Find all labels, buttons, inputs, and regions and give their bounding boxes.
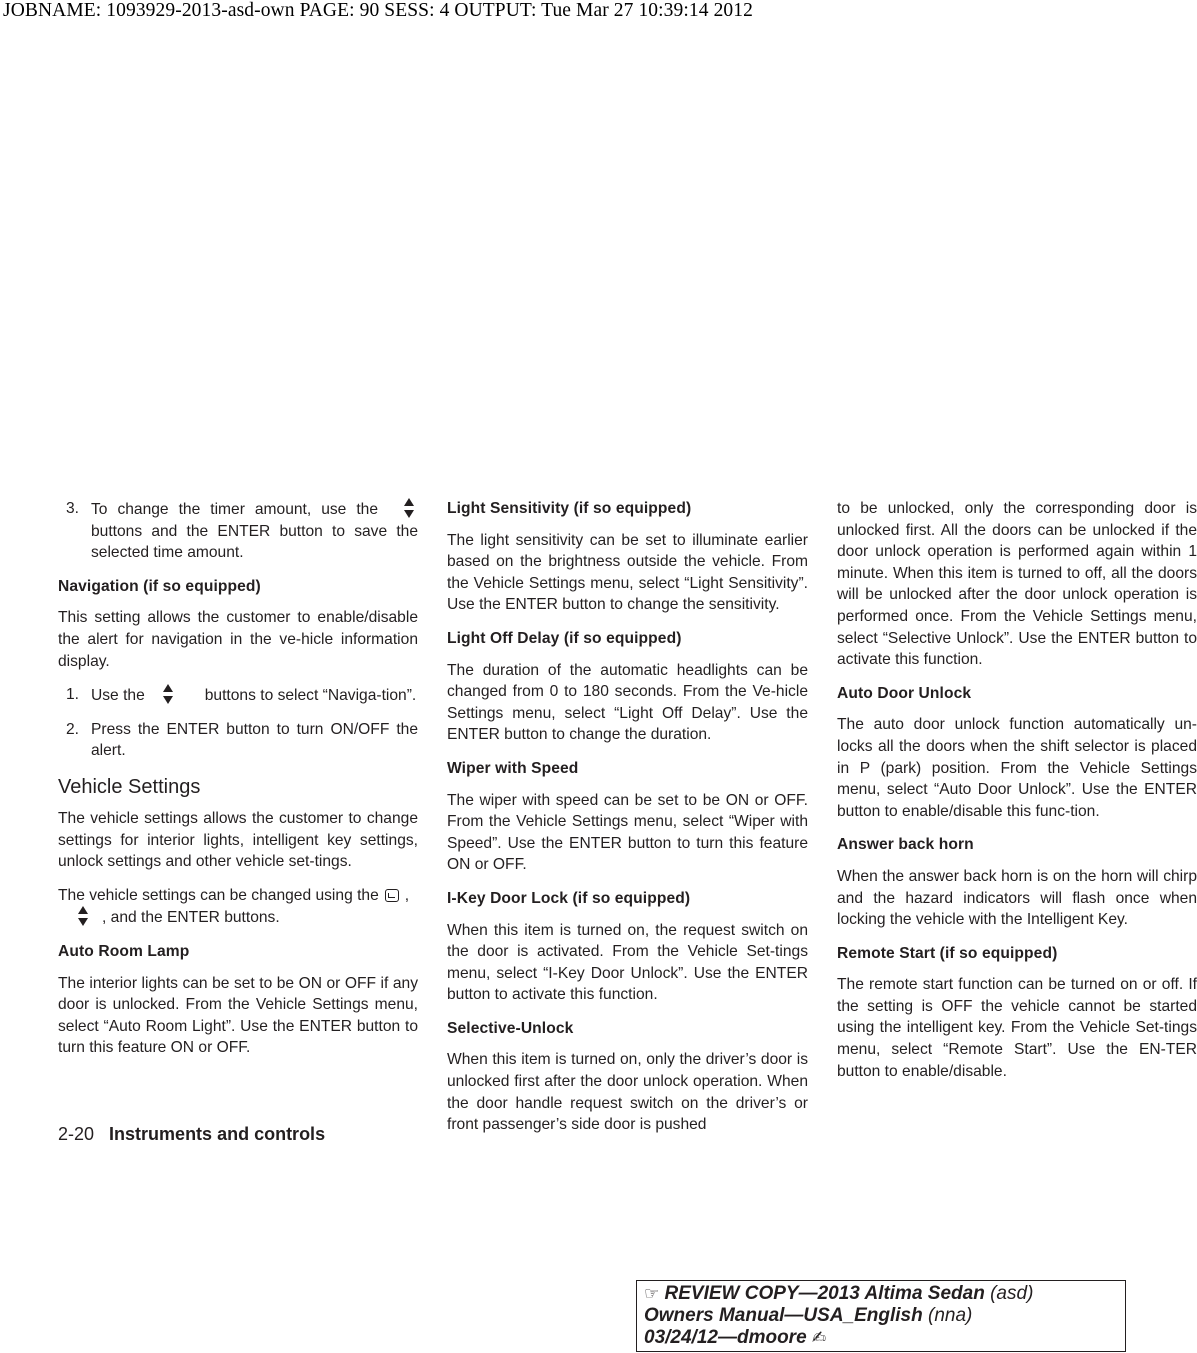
i-key-door-lock-heading: I-Key Door Lock (if so equipped) [447,889,691,907]
step-text: To change the timer amount, use the [91,501,378,518]
text-run: , and the ENTER buttons. [102,909,280,927]
selective-unlock-continued-text: to be unlocked, only the corresponding door is unlocked first. All the doors can be unlocked if the door unlock operation is performed again within 1 minute. When this item is turned to off, all the doors will be unlocked after the door unlock operation is performed once. From the Vehicle Settings menu, select “Selective Unlock”. Use the ENTER button to activate this function. [837,500,1197,669]
remote-start-heading: Remote Start (if so equipped) [837,944,1058,962]
vehicle-settings-buttons-text [58,885,418,929]
light-sensitivity-text: The light sensitivity can be set to illuminate earlier based on the brightness outside the vehicle. From the Vehicle Settings menu, select “Light Sensitivity”. Use the ENTER button to change the sensitivity. [447,531,808,614]
column-1 [58,498,418,1071]
light-off-delay-text: The duration of the automatic headlights can be changed from 0 to 180 seconds. From the Ve-hicle Settings menu, select “Light Off Delay”. Use the ENTER button to change the duration. [447,661,808,744]
step-2 [58,719,418,762]
answer-back-horn-heading: Answer back horn [837,836,974,854]
review-line-2 [644,1305,1119,1327]
up-down-arrows-icon [402,498,416,518]
up-down-arrows-icon [161,684,175,704]
step-number: 2. [66,720,80,738]
review-copy-box [636,1280,1126,1352]
text-run: The vehicle settings can be changed using the [58,886,379,904]
step-1 [58,684,418,707]
wiper-with-speed-heading: Wiper with Speed [447,759,579,777]
auto-room-lamp-text: The interior lights can be set to be ON or OFF if any door is unlocked. From the Vehicle Settings menu, select “Auto Room Light”. Use the ENTER button to turn this feature ON or OFF. [58,974,418,1057]
text-run: , [404,886,410,904]
step-number: 3. [66,500,80,517]
back-button-icon [385,889,399,902]
step-text: Press the ENTER button to turn ON/OFF the alert. [91,720,418,760]
auto-door-unlock-heading: Auto Door Unlock [837,684,972,702]
step-text: Use the [91,687,145,705]
auto-room-lamp-heading: Auto Room Lamp [58,942,190,960]
answer-back-horn-text: When the answer back horn is on the horn will chirp and the hazard indicators will flash once when locking the vehicle with the Intelligent Key. [837,867,1197,929]
light-sensitivity-heading: Light Sensitivity (if so equipped) [447,500,692,517]
column-3 [837,498,1197,1094]
auto-door-unlock-text: The auto door unlock function automatically un-locks all the doors when the shift selector is placed in P (park) position. From the Vehicle Settings menu, select “Auto Door Unlock”. Use the ENTER button to enable/disable this func-tion. [837,716,1197,820]
vehicle-settings-text: The vehicle settings allows the customer to change settings for interior lights, intelligent key settings, unlock settings and other vehicle set-tings. [58,809,418,871]
step-text: buttons and the ENTER button to save the selected time amount. [91,522,418,562]
review-code: (asd) [990,1283,1034,1304]
review-model: 2013 Altima Sedan [817,1283,985,1304]
section-title: Instruments and controls [109,1124,326,1144]
step-3 [58,498,418,564]
step-number: 1. [66,686,80,704]
review-line-1 [644,1283,1119,1305]
review-date-author: 03/24/12—dmoore [644,1327,807,1348]
pointing-hand-icon: ☞ [644,1284,660,1304]
wiper-with-speed-text: The wiper with speed can be set to be ON or OFF. From the Vehicle Settings menu, select “Wiper with Speed”. Use the ENTER button to turn this feature ON or OFF. [447,791,808,874]
navigation-heading: Navigation (if so equipped) [58,577,261,595]
job-header: JOBNAME: 1093929-2013-asd-own PAGE: 90 SESS: 4 OUTPUT: Tue Mar 27 10:39:14 2012 [3,0,753,21]
writing-hand-icon: ✍ [811,1328,827,1348]
i-key-door-lock-text: When this item is turned on, the request switch on the door is activated. From the Vehicle Set-tings menu, select “I-Key Door Unlock”. Use the ENTER button to activate this function. [447,921,808,1004]
navigation-text: This setting allows the customer to enable/disable the alert for navigation in the ve-hicle information display. [58,609,418,670]
page-footer [58,1124,325,1145]
page-number: 2-20 [58,1124,95,1144]
step-text: buttons to select “Naviga-tion”. [204,687,417,705]
column-2 [447,498,808,1148]
light-off-delay-heading: Light Off Delay (if so equipped) [447,629,682,647]
up-down-arrows-icon [76,906,90,926]
vehicle-settings-heading: Vehicle Settings [58,775,201,798]
remote-start-text: The remote start function can be turned on or off. If the setting is OFF the vehicle cannot be started using the intelligent key. From the Vehicle Set-tings menu, select “Remote Start”. Use the EN-TER button to enable/disable. [837,976,1197,1080]
review-line-3 [644,1327,1119,1349]
selective-unlock-text: When this item is turned on, only the driver’s door is unlocked first after the door unlock operation. When the door handle request switch on the driver’s or front passenger’s side door is pushed [447,1051,808,1134]
review-lang-code: (nna) [928,1305,973,1326]
selective-unlock-heading: Selective-Unlock [447,1019,574,1037]
review-manual: Owners Manual—USA_English [644,1305,923,1326]
review-label: REVIEW COPY— [664,1283,818,1304]
